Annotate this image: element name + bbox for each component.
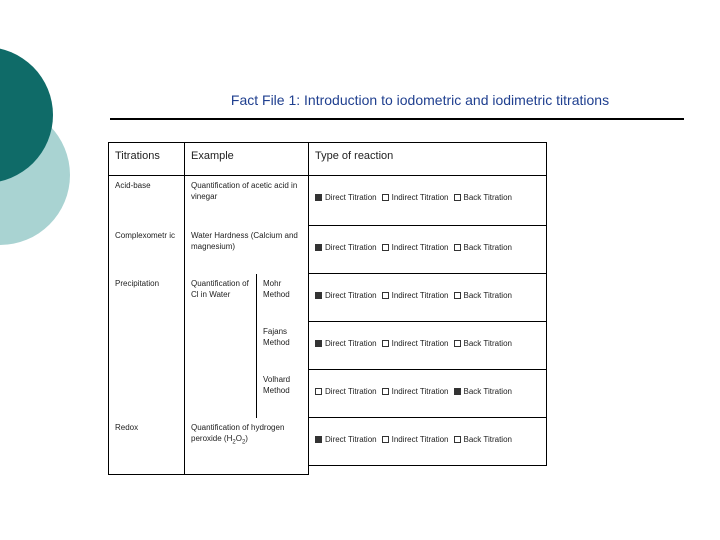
option-back bbox=[454, 338, 512, 349]
example-cell: Quantification of acetic acid in vinegar bbox=[185, 176, 309, 226]
unchecked-box-icon bbox=[382, 340, 389, 347]
option-label: Back Titration bbox=[463, 435, 512, 444]
option-label: Back Titration bbox=[463, 291, 512, 300]
header-titrations: Titrations bbox=[109, 143, 185, 176]
option-indirect bbox=[382, 434, 449, 445]
option-label: Indirect Titration bbox=[391, 387, 449, 396]
unchecked-box-icon bbox=[382, 292, 389, 299]
checked-box-icon bbox=[315, 194, 322, 201]
option-label: Back Titration bbox=[463, 387, 512, 396]
title-rule bbox=[110, 118, 684, 120]
unchecked-box-icon bbox=[454, 340, 461, 347]
page-title: Fact File 1: Introduction to iodometric and iodimetric titrations bbox=[230, 92, 610, 108]
table-bottom-row bbox=[109, 466, 547, 475]
titration-cell: Complexometr ic bbox=[109, 226, 185, 274]
option-label: Direct Titration bbox=[325, 435, 377, 444]
header-row bbox=[109, 143, 547, 176]
option-label: Indirect Titration bbox=[391, 339, 449, 348]
option-indirect bbox=[382, 290, 449, 301]
reaction-type-options bbox=[315, 242, 540, 253]
option-back bbox=[454, 434, 512, 445]
option-label: Direct Titration bbox=[325, 243, 377, 252]
titration-cell bbox=[109, 322, 185, 370]
checked-box-icon bbox=[315, 436, 322, 443]
option-back bbox=[454, 242, 512, 253]
titration-cell bbox=[109, 370, 185, 418]
option-back bbox=[454, 192, 512, 203]
option-back bbox=[454, 290, 512, 301]
unchecked-box-icon bbox=[454, 436, 461, 443]
unchecked-box-icon bbox=[382, 436, 389, 443]
table-row bbox=[109, 176, 547, 226]
option-direct bbox=[315, 192, 377, 203]
type-cell bbox=[309, 370, 547, 418]
example-cell bbox=[185, 322, 257, 370]
option-label: Back Titration bbox=[463, 193, 512, 202]
example-cell: Quantification of hydrogen peroxide $(H_2O_2)$ bbox=[185, 418, 309, 466]
type-cell bbox=[309, 322, 547, 370]
option-label: Back Titration bbox=[463, 339, 512, 348]
unchecked-box-icon bbox=[382, 194, 389, 201]
unchecked-box-icon bbox=[382, 244, 389, 251]
option-direct bbox=[315, 386, 377, 397]
reaction-type-options bbox=[315, 338, 540, 349]
table-row bbox=[109, 274, 547, 322]
reaction-type-options bbox=[315, 434, 540, 445]
unchecked-box-icon bbox=[454, 292, 461, 299]
unchecked-box-icon bbox=[315, 388, 322, 395]
method-cell: Fajans Method bbox=[257, 322, 309, 370]
option-label: Direct Titration bbox=[325, 193, 377, 202]
example-cell bbox=[185, 370, 257, 418]
table-row bbox=[109, 370, 547, 418]
option-direct bbox=[315, 434, 377, 445]
header-example: Example bbox=[185, 143, 309, 176]
header-type: Type of reaction bbox=[309, 143, 547, 176]
type-cell bbox=[309, 274, 547, 322]
titration-cell: Acid-base bbox=[109, 176, 185, 226]
method-cell: Volhard Method bbox=[257, 370, 309, 418]
unchecked-box-icon bbox=[454, 194, 461, 201]
option-direct bbox=[315, 338, 377, 349]
table-row bbox=[109, 226, 547, 274]
option-indirect bbox=[382, 192, 449, 203]
titration-table bbox=[108, 142, 547, 475]
option-label: Direct Titration bbox=[325, 387, 377, 396]
option-label: Direct Titration bbox=[325, 339, 377, 348]
option-direct bbox=[315, 290, 377, 301]
checked-box-icon bbox=[315, 292, 322, 299]
type-cell bbox=[309, 418, 547, 466]
table-row bbox=[109, 418, 547, 466]
checked-box-icon bbox=[315, 244, 322, 251]
type-cell bbox=[309, 176, 547, 226]
option-label: Indirect Titration bbox=[391, 291, 449, 300]
checked-box-icon bbox=[454, 388, 461, 395]
method-cell: Mohr Method bbox=[257, 274, 309, 322]
example-cell: Quantification of Cl in Water bbox=[185, 274, 257, 322]
option-indirect bbox=[382, 338, 449, 349]
option-label: Indirect Titration bbox=[391, 435, 449, 444]
option-indirect bbox=[382, 242, 449, 253]
option-indirect bbox=[382, 386, 449, 397]
unchecked-box-icon bbox=[454, 244, 461, 251]
reaction-type-options bbox=[315, 192, 540, 203]
option-direct bbox=[315, 242, 377, 253]
option-label: Back Titration bbox=[463, 243, 512, 252]
example-cell: Water Hardness (Calcium and magnesium) bbox=[185, 226, 309, 274]
table-row bbox=[109, 322, 547, 370]
option-label: Direct Titration bbox=[325, 291, 377, 300]
reaction-type-options bbox=[315, 386, 540, 397]
checked-box-icon bbox=[315, 340, 322, 347]
titration-cell: Redox bbox=[109, 418, 185, 466]
titration-cell: Precipitation bbox=[109, 274, 185, 322]
option-back bbox=[454, 386, 512, 397]
reaction-type-options bbox=[315, 290, 540, 301]
option-label: Indirect Titration bbox=[391, 243, 449, 252]
type-cell bbox=[309, 226, 547, 274]
unchecked-box-icon bbox=[382, 388, 389, 395]
option-label: Indirect Titration bbox=[391, 193, 449, 202]
